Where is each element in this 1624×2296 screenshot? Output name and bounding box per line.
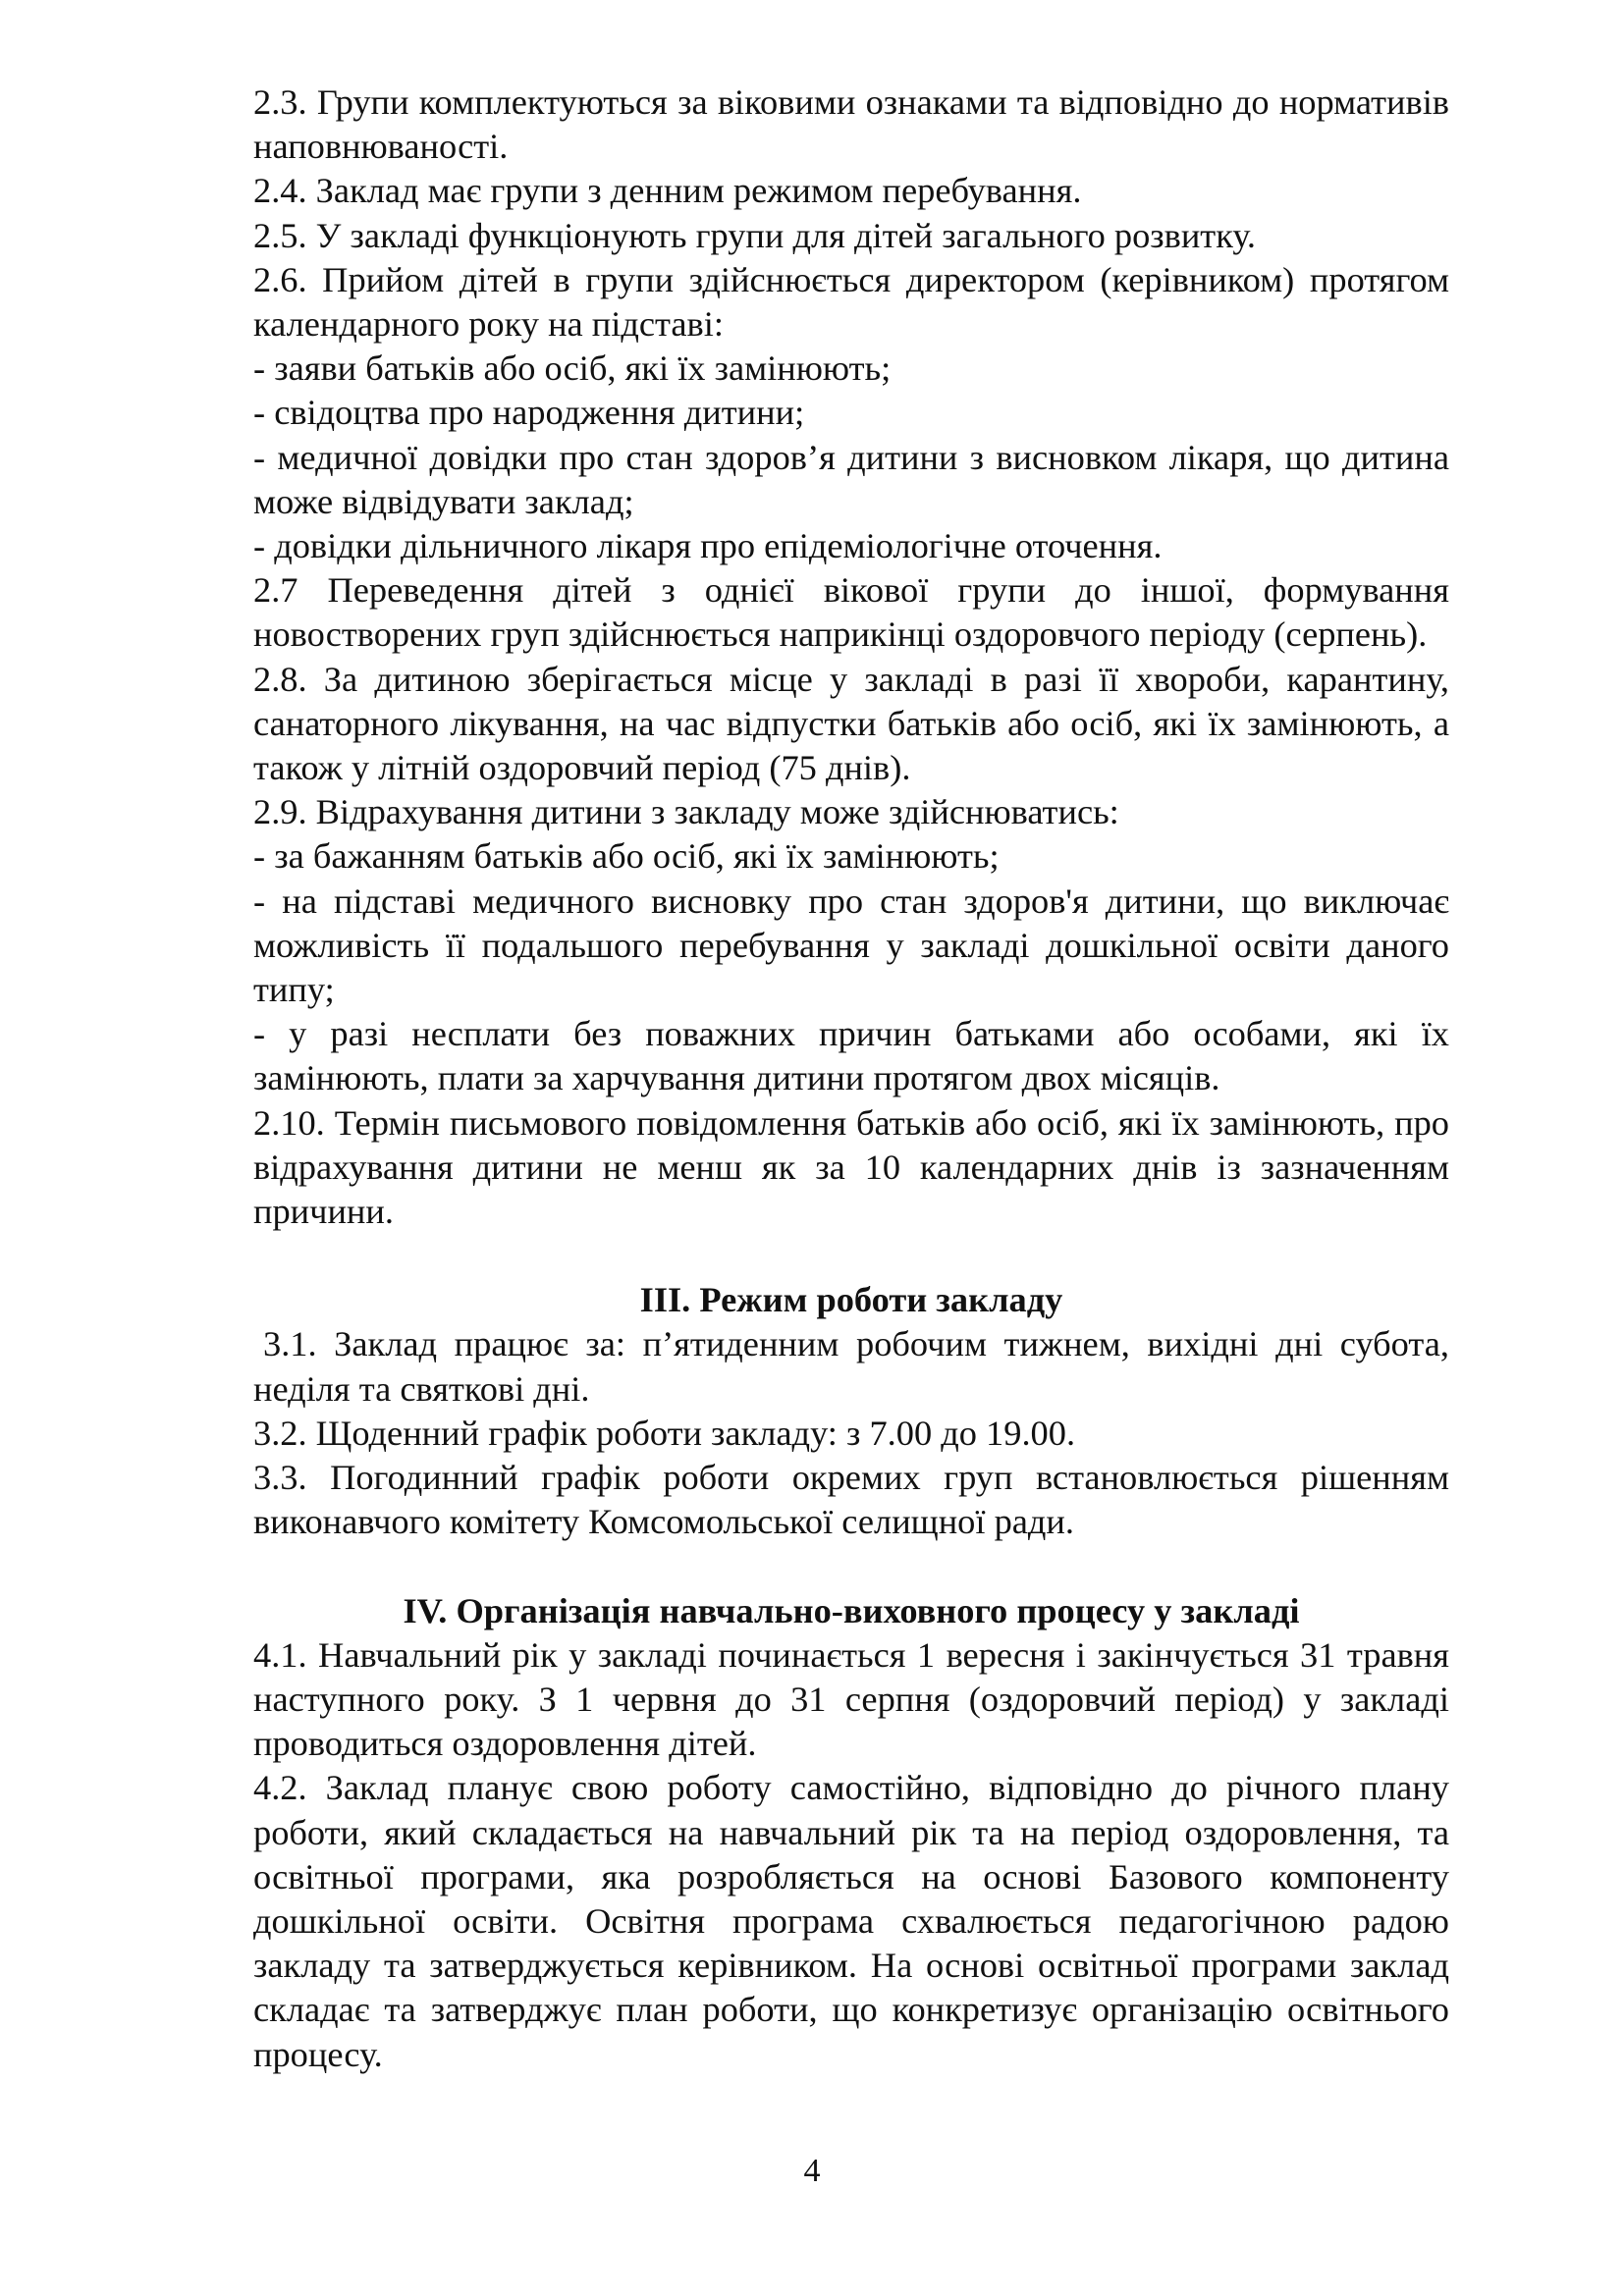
paragraph-3-3: 3.3. Погодинний графік роботи окремих груп встановлюється рішенням виконавчого комітету Комсомольської селищної ради.	[253, 1458, 1449, 1542]
list-item: - заяви батьків або осіб, які їх замінюють;	[253, 348, 892, 389]
list-item: - медичної довідки про стан здоров’я дитини з висновком лікаря, що дитина може відвідувати заклад;	[253, 437, 1449, 521]
paragraph-2-10: 2.10. Термін письмового повідомлення батьків або осіб, які їх замінюють, про відрахування дитини не менш як за 10 календарних днів із зазначенням причини.	[253, 1102, 1449, 1232]
list-item: - на підставі медичного висновку про стан здоров'я дитини, що виключає можливість її подальшого перебування у закладі дошкільної освіти даного типу;	[253, 881, 1449, 1010]
paragraph-4-2: 4.2. Заклад планує свою роботу самостійно, відповідно до річного плану роботи, який складається на навчальний рік та на період оздоровлення, та освітньої програми, яка розробляється на основі Базового компоненту дошкільної освіти. Освітня програма схвалюється педагогічною радою закладу та затверджується керівником. На основі освітньої програми заклад складає та затверджує план роботи, що конкретизує організацію освітнього процесу.	[253, 1768, 1449, 2074]
list-item: - свідоцтва про народження дитини;	[253, 393, 805, 433]
paragraph-2-9: 2.9. Відрахування дитини з закладу може здійснюватись:	[253, 792, 1119, 832]
list-item: - за бажанням батьків або осіб, які їх замінюють;	[253, 836, 1000, 877]
list-item: - у разі несплати без поважних причин батьками або особами, які їх замінюють, плати за харчування дитини протягом двох місяців.	[253, 1014, 1449, 1098]
paragraph-2-8: 2.8. За дитиною зберігається місце у закладі в разі її хвороби, карантину, санаторного лікування, на час відпустки батьків або осіб, які їх замінюють, а також у літній оздоровчий період (75 днів).	[253, 659, 1449, 788]
paragraph-2-6: 2.6. Прийом дітей в групи здійснюється директором (керівником) протягом календарного року на підставі:	[253, 259, 1449, 345]
paragraph-2-5: 2.5. У закладі функціонують групи для дітей загального розвитку.	[253, 215, 1257, 255]
list-item: - довідки дільничного лікаря про епідеміологічне оточення.	[253, 526, 1163, 566]
paragraph-4-1: 4.1. Навчальний рік у закладі починається 1 вересня і закінчується 31 травня наступного року. З 1 червня до 31 серпня (оздоровчий період) у закладі проводиться оздоровлення дітей.	[253, 1634, 1449, 1764]
paragraph-2-7: 2.7 Переведення дітей з однієї вікової групи до іншої, формування новостворених груп здійснюється наприкінці оздоровчого періоду (серпень).	[253, 570, 1449, 655]
document-page	[253, 80, 1449, 2077]
section-heading-4: IV. Організація навчально-виховного процесу у закладі	[403, 1590, 1300, 1630]
page-number: 4	[803, 2153, 821, 2189]
paragraph-2-4: 2.4. Заклад має групи з денним режимом перебування.	[253, 171, 1082, 211]
paragraph-3-2: 3.2. Щоденний графік роботи закладу: з 7.00 до 19.00.	[253, 1413, 1076, 1453]
paragraph-2-3: 2.3. Групи комплектуються за віковими ознаками та відповідно до нормативів наповнюваності.	[253, 82, 1449, 167]
paragraph-3-1: 3.1. Заклад працює за: п’ятиденним робочим тижнем, вихідні дні субота, неділя та святкові дні.	[253, 1324, 1449, 1409]
section-heading-3: ІІІ. Режим роботи закладу	[639, 1280, 1063, 1320]
